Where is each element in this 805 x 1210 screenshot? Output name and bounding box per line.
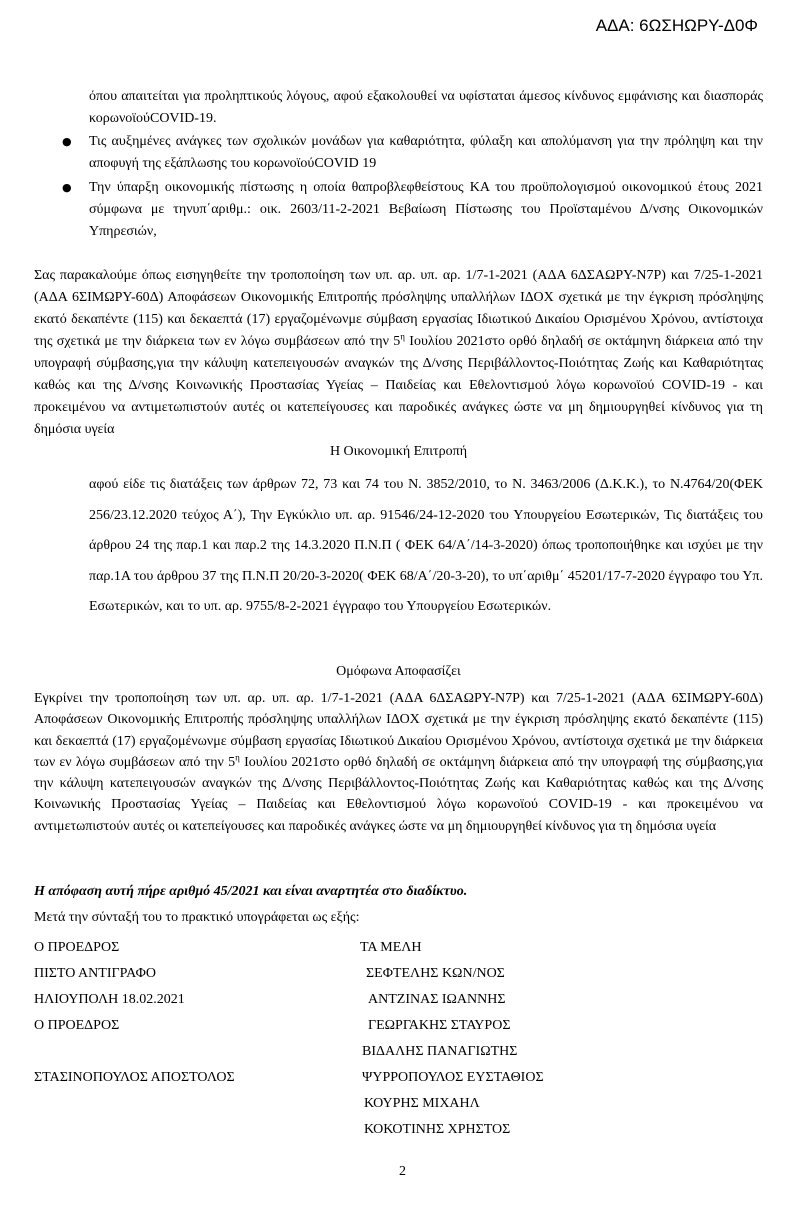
bullet-continuation: όπου απαιτείται για προληπτικούς λόγους, αφού εξακολουθεί να υφίσταται άμεσος κίνδυνος εμφάνισης και διασποράς κορωνοϊούCOVID-19. xyxy=(89,89,763,126)
ada-code: ΑΔΑ: 6ΩΣΗΩΡΥ-Δ0Φ xyxy=(595,16,758,35)
signatures-left xyxy=(34,935,235,1091)
signature-line: ΨΥΡΡΟΠΟΥΛΟΣ ΕΥΣΤΑΘΙΟΣ xyxy=(362,1070,544,1085)
signature-line: ΤΑ ΜΕΛΗ xyxy=(360,940,422,955)
signature-line: ΑΝΤΖΙΝΑΣ ΙΩΑΝΝΗΣ xyxy=(368,992,506,1007)
bullet-icon: ● xyxy=(62,181,72,194)
page-number: 2 xyxy=(399,1164,406,1179)
signature-line: ΚΟΚΟΤΙΝΗΣ ΧΡΗΣΤΟΣ xyxy=(364,1122,511,1137)
bullet-list xyxy=(59,131,763,245)
decides-heading: Ομόφωνα Αποφασίζει xyxy=(336,664,461,679)
decision-paragraph: Εγκρίνει την τροποποίηση των υπ. αρ. υπ. αρ. 1/7-1-2021 (ΑΔΑ 6ΔΣΑΩΡΥ-Ν7Ρ) και 7/25-1-2021 (ΑΔΑ 6ΣΙΜΩΡΥ-60Δ) Αποφάσεων Οικονομικής Επιτροπής πρόσληψης υπαλλήλων ΙΔΟΧ σχετικά με την έγκριση πρόσληψης εκατό δεκαπέντε (115) και δεκαεπτά (17) εργαζομένωνμε σύμβαση εργασίας Ιδιωτικού Δικαίου Ορισμένου Χρόνου, αντίστοιχα σχετικά με την διάρκεια των εν λόγω συμβάσεων από την $5^\eta$ Ιουλίου 2021στο ορθό δηλαδή σε οκτάμηνη διάρκεια από την υπογραφή της σύμβασης,για την κάλυψη κατεπειγουσών αναγκών της Δ/νσης Περιβάλλοντος-Ποιότητας Ζωής και Καθαριότητας καθώς και της Δ/νσης Κοινωνικής Προστασίας Υγείας – Παιδείας και Εθελοντισμού λόγω κορωνοϊού COVID-19 - και προκειμένου να αντιμετωπιστούν αυτές οι κατεπείγουσες και παροδικές ανάγκες ώστε να μη δημιουργηθεί κίνδυνος για τη δημόσια υγεία xyxy=(34,691,763,834)
bullet-icon: ● xyxy=(62,135,72,148)
signature-line: Ο ΠΡΟΕΔΡΟΣ xyxy=(34,1018,120,1033)
signature-line: ΣΕΦΤΕΛΗΣ ΚΩΝ/ΝΟΣ xyxy=(366,966,505,981)
signature-line: ΒΙΔΑΛΗΣ ΠΑΝΑΓΙΩΤΗΣ xyxy=(362,1044,518,1059)
committee-heading: Η Οικονομική Επιτροπή xyxy=(329,444,468,459)
signature-line: ΚΟΥΡΗΣ ΜΙΧΑΗΛ xyxy=(364,1096,480,1111)
request-paragraph xyxy=(34,265,763,463)
considering-paragraph: αφού είδε τις διατάξεις των άρθρων 72, 73 και 74 του Ν. 3852/2010, το Ν. 3463/2006 (Δ.Κ.Κ.), το Ν.4764/20(ΦΕΚ 256/23.12.2020 τεύχος Α΄), Την Εγκύκλιο υπ. αρ. 91546/24-12-2020 του Υπουργείου Εσωτερικών, Τις διατάξεις του άρθρου 24 της παρ.1 και παρ.2 της 14.3.2020 Π.Ν.Π ( ΦΕΚ 64/Α΄/14-3-2020) όπως τροποποιήθηκε και ισχύει με την παρ.1Α του άρθρου 37 της Π.Ν.Π 20/20-3-2020( ΦΕΚ 68/Α΄/20-3-20), το υπ΄αριθμ΄ 45201/17-7-2020 έγγραφο του Υπ. Εσωτερικών, και το υπ. αρ. 9755/8-2-2021 έγγραφο του Υπουργείου Εσωτερικών. xyxy=(89,477,763,614)
list-item xyxy=(59,131,763,175)
signatures-right xyxy=(360,935,544,1143)
signature-line: ΣΤΑΣΙΝΟΠΟΥΛΟΣ ΑΠΟΣΤΟΛΟΣ xyxy=(34,1070,235,1085)
bullet-text: Τις αυξημένες ανάγκες των σχολικών μονάδων για καθαριότητα, φύλαξη και απολύμανση για την πρόληψη και την αποφυγή της εξάπλωσης του κορωνοϊούCOVID 19 xyxy=(89,134,763,171)
signature-line: ΓΕΩΡΓΑΚΗΣ ΣΤΑΥΡΟΣ xyxy=(368,1018,511,1033)
bullet-text: Την ύπαρξη οικονομικής πίστωσης η οποία θαπροβλεφθείστους ΚΑ του προϋπολογισμού οικονομικού έτους 2021 σύμφωνα με τηνυπ΄αριθμ.: οικ. 2603/11-2-2021 Βεβαίωση Πίστωσης του Προϊσταμένου Δ/νσης Οικονομικών Υπηρεσιών, xyxy=(89,180,763,239)
signature-line: ΠΙΣΤΟ ΑΝΤΙΓΡΑΦΟ xyxy=(34,966,156,981)
list-item xyxy=(59,177,763,243)
signature-line: ΗΛΙΟΥΠΟΛΗ 18.02.2021 xyxy=(34,992,185,1007)
signing-intro: Μετά την σύνταξή του το πρακτικό υπογράφεται ως εξής: xyxy=(34,910,360,925)
signature-line xyxy=(34,1039,235,1065)
decision-number: Η απόφαση αυτή πήρε αριθμό 45/2021 και είναι αναρτητέα στο διαδίκτυο. xyxy=(34,884,468,899)
request-text: Σας παρακαλούμε όπως εισηγηθείτε την τροποποίηση των υπ. αρ. υπ. αρ. 1/7-1-2021 (ΑΔΑ 6ΔΣΑΩΡΥ-Ν7Ρ) και 7/25-1-2021 (ΑΔΑ 6ΣΙΜΩΡΥ-60Δ) Αποφάσεων Οικονομικής Επιτροπής πρόσληψης υπαλλήλων ΙΔΟΧ σχετικά με την έγκριση πρόσληψης εκατό δεκαπέντε (115) και δεκαεπτά (17) εργαζομένωνμε σύμβαση εργασίας Ιδιωτικού Δικαίου Ορισμένου Χρόνου, αντίστοιχα της σχετικά με την διάρκεια των εν λόγω συμβάσεων από την $5^\eta$ Ιουλίου 2021στο ορθό δηλαδή σε οκτάμηνη διάρκεια από την υπογραφή σύμβασης,για την κάλυψη κατεπειγουσών αναγκών της Δ/νσης Περιβάλλοντος-Ποιότητας Ζωής και Καθαριότητας καθώς και της Δ/νσης Κοινωνικής Προστασίας Υγείας – Παιδείας και Εθελοντισμού λόγω κορωνοϊού COVID-19 - και προκειμένου να αντιμετωπιστούν αυτές οι κατεπείγουσες και παροδικές ανάγκες ώστε να μη δημιουργηθεί κίνδυνος για τη δημόσια υγεία xyxy=(34,268,763,437)
signature-line: Ο ΠΡΟΕΔΡΟΣ xyxy=(34,940,120,955)
